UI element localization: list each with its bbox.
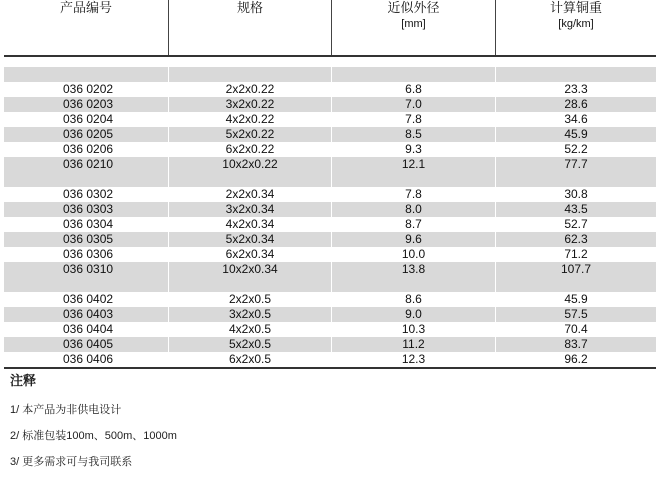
cell-copper-weight: 77.7 xyxy=(564,157,588,171)
cell-spec: 5x2x0.5 xyxy=(228,337,272,351)
cell-copper-weight: 70.4 xyxy=(564,322,588,336)
cell-spec: 2x2x0.22 xyxy=(225,82,275,96)
column-divider xyxy=(495,67,496,82)
column-divider xyxy=(168,67,169,82)
cell-diameter: 9.3 xyxy=(405,142,422,156)
cell-diameter: 9.0 xyxy=(405,307,422,321)
table-row xyxy=(4,82,656,97)
header-product-no-title: 产品编号 xyxy=(59,0,112,15)
table-row xyxy=(4,142,656,157)
cell-diameter: 7.0 xyxy=(405,97,422,111)
table-row xyxy=(4,187,656,202)
cell-diameter: 10.3 xyxy=(401,322,426,336)
cell-spec: 4x2x0.22 xyxy=(225,112,275,126)
column-divider xyxy=(331,172,332,187)
cell-product-no: 036 0210 xyxy=(63,157,114,171)
header-product-no xyxy=(4,0,168,55)
table-row xyxy=(4,202,656,217)
cell-spec: 2x2x0.5 xyxy=(228,292,272,306)
cell-product-no: 036 0402 xyxy=(63,292,114,306)
cell-copper-weight: 96.2 xyxy=(564,352,588,366)
cell-diameter: 8.7 xyxy=(405,217,422,231)
cell-copper-weight: 52.7 xyxy=(564,217,588,231)
cell-spec: 3x2x0.5 xyxy=(228,307,272,321)
cell-spec: 5x2x0.22 xyxy=(225,127,275,141)
cell-diameter: 8.5 xyxy=(405,127,422,141)
cell-diameter: 10.0 xyxy=(401,247,426,261)
table-row xyxy=(4,217,656,232)
cell-spec: 10x2x0.34 xyxy=(222,262,278,276)
cell-copper-weight: 43.5 xyxy=(564,202,588,216)
table-row xyxy=(4,262,656,277)
cell-copper-weight: 45.9 xyxy=(564,292,588,306)
table-row xyxy=(4,247,656,262)
column-divider xyxy=(168,277,169,292)
cell-product-no: 036 0204 xyxy=(63,112,114,126)
table-bottom-rule xyxy=(4,367,656,369)
cell-diameter: 6.8 xyxy=(405,82,422,96)
cell-diameter: 12.3 xyxy=(401,352,426,366)
note-line: 3/ 更多需求可与我司联系 xyxy=(10,456,133,468)
header-spec xyxy=(169,0,331,55)
cell-spec: 6x2x0.5 xyxy=(228,352,272,366)
column-divider xyxy=(331,67,332,82)
cell-product-no: 036 0302 xyxy=(63,187,114,201)
table-row xyxy=(4,307,656,322)
cell-product-no: 036 0403 xyxy=(63,307,114,321)
cell-product-no: 036 0310 xyxy=(63,262,114,276)
table-row xyxy=(4,157,656,172)
header-copper-title: 计算铜重 xyxy=(549,0,602,15)
cell-diameter: 9.6 xyxy=(405,232,422,246)
group-gap xyxy=(4,57,656,67)
cell-product-no: 036 0205 xyxy=(63,127,114,141)
cell-spec: 3x2x0.34 xyxy=(225,202,275,216)
table-row xyxy=(4,127,656,142)
cell-product-no: 036 0202 xyxy=(63,82,114,96)
cell-diameter: 12.1 xyxy=(401,157,426,171)
table-row xyxy=(4,337,656,352)
cell-product-no: 036 0404 xyxy=(63,322,114,336)
cell-copper-weight: 83.7 xyxy=(564,337,588,351)
note-line: 1/ 本产品为非供电设计 xyxy=(10,404,122,416)
table-row xyxy=(4,292,656,307)
cell-copper-weight: 30.8 xyxy=(564,187,588,201)
cell-copper-weight: 34.6 xyxy=(564,112,588,126)
cell-spec: 4x2x0.34 xyxy=(225,217,275,231)
cell-copper-weight: 107.7 xyxy=(560,262,592,276)
table-row xyxy=(4,112,656,127)
cell-product-no: 036 0405 xyxy=(63,337,114,351)
cell-diameter: 13.8 xyxy=(401,262,426,276)
header-diameter-title: 近似外径 xyxy=(387,0,440,15)
cell-copper-weight: 28.6 xyxy=(564,97,588,111)
column-divider xyxy=(168,172,169,187)
column-divider xyxy=(331,277,332,292)
table-row xyxy=(4,352,656,367)
cell-product-no: 036 0306 xyxy=(63,247,114,261)
cell-spec: 10x2x0.22 xyxy=(222,157,278,171)
cell-product-no: 036 0406 xyxy=(63,352,114,366)
spec-table xyxy=(4,0,656,369)
cell-product-no: 036 0305 xyxy=(63,232,114,246)
column-divider xyxy=(495,277,496,292)
cell-product-no: 036 0203 xyxy=(63,97,114,111)
cell-spec: 4x2x0.5 xyxy=(228,322,272,336)
group-separator-row xyxy=(4,172,656,187)
group-separator-row xyxy=(4,67,656,82)
header-diameter xyxy=(332,0,495,55)
cell-spec: 6x2x0.34 xyxy=(225,247,275,261)
table-row xyxy=(4,322,656,337)
note-line: 2/ 标准包装100m、500m、1000m xyxy=(10,430,177,442)
cell-copper-weight: 57.5 xyxy=(564,307,588,321)
table-row xyxy=(4,232,656,247)
cell-product-no: 036 0303 xyxy=(63,202,114,216)
cell-copper-weight: 62.3 xyxy=(564,232,588,246)
table-body xyxy=(4,57,656,369)
cell-diameter: 11.2 xyxy=(402,337,425,351)
header-copper-unit: [kg/km] xyxy=(558,18,594,30)
cell-diameter: 8.6 xyxy=(405,292,422,306)
cell-diameter: 7.8 xyxy=(405,112,422,126)
table-header xyxy=(4,0,656,57)
header-diameter-unit: [mm] xyxy=(401,18,426,30)
column-divider xyxy=(495,172,496,187)
cell-copper-weight: 71.2 xyxy=(564,247,588,261)
cell-copper-weight: 23.3 xyxy=(564,82,588,96)
table-row xyxy=(4,97,656,112)
cell-spec: 5x2x0.34 xyxy=(225,232,275,246)
cell-copper-weight: 52.2 xyxy=(564,142,588,156)
cell-product-no: 036 0206 xyxy=(63,142,114,156)
cell-copper-weight: 45.9 xyxy=(564,127,588,141)
cell-diameter: 8.0 xyxy=(405,202,422,216)
cell-diameter: 7.8 xyxy=(405,187,422,201)
cell-spec: 3x2x0.22 xyxy=(225,97,275,111)
header-spec-title: 规格 xyxy=(236,0,263,15)
notes-title: 注释 xyxy=(10,373,37,388)
notes-section xyxy=(10,370,177,479)
group-separator-row xyxy=(4,277,656,292)
cell-spec: 2x2x0.34 xyxy=(225,187,275,201)
cell-product-no: 036 0304 xyxy=(63,217,114,231)
header-copper xyxy=(496,0,656,55)
cell-spec: 6x2x0.22 xyxy=(225,142,275,156)
